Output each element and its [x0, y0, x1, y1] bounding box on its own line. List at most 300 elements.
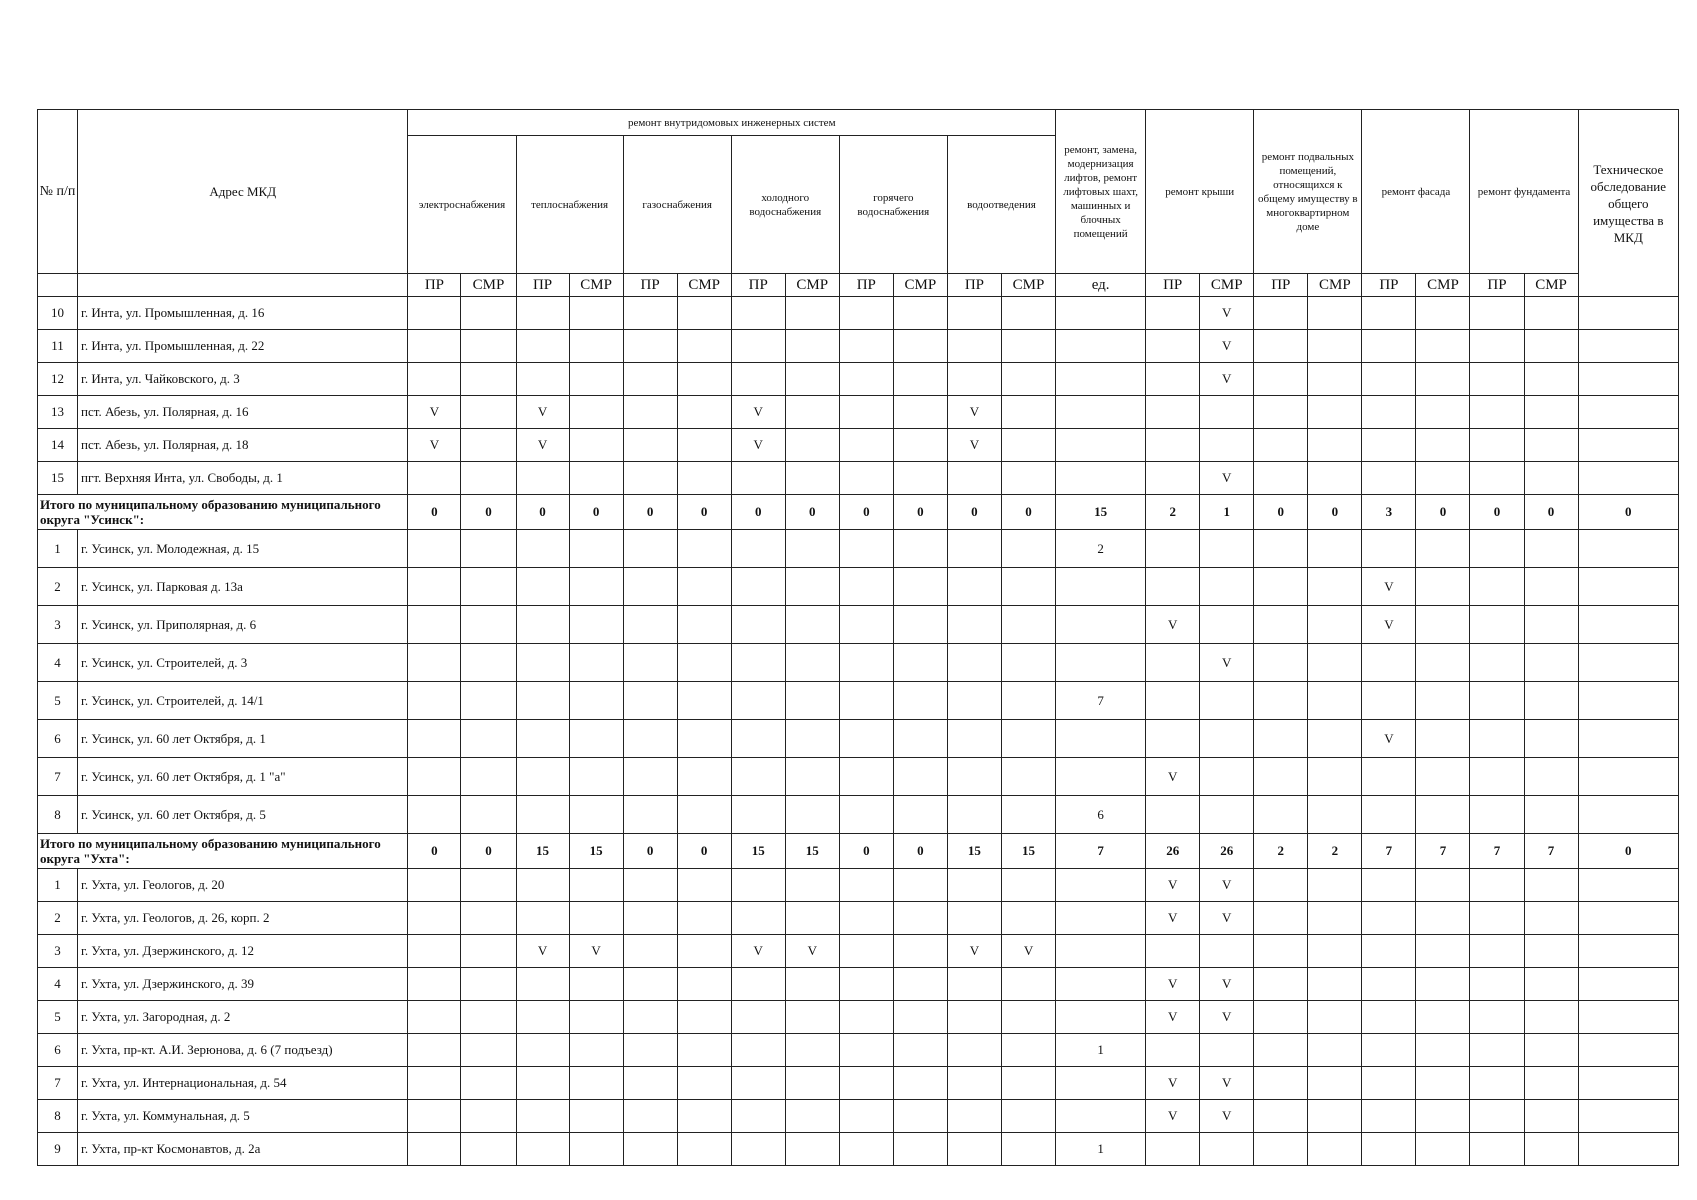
work-cell — [1146, 530, 1200, 568]
work-cell — [1254, 1133, 1308, 1166]
work-cell — [1416, 606, 1470, 644]
row-address: г. Усинск, ул. Приполярная, д. 6 — [78, 606, 408, 644]
work-cell — [839, 1034, 893, 1067]
work-cell — [785, 606, 839, 644]
work-cell — [569, 796, 623, 834]
work-cell — [1001, 462, 1055, 495]
work-cell — [677, 462, 731, 495]
row-number: 12 — [38, 363, 78, 396]
work-cell — [677, 902, 731, 935]
work-cell — [516, 644, 569, 682]
work-cell — [839, 758, 893, 796]
work-cell — [1578, 935, 1678, 968]
work-cell — [461, 568, 516, 606]
work-cell — [461, 644, 516, 682]
row-number: 6 — [38, 1034, 78, 1067]
work-cell — [893, 530, 947, 568]
work-cell — [785, 968, 839, 1001]
work-cell — [947, 644, 1001, 682]
work-cell — [408, 363, 461, 396]
work-cell — [839, 1067, 893, 1100]
work-cell — [1254, 644, 1308, 682]
work-cell — [1524, 796, 1578, 834]
work-cell — [516, 682, 569, 720]
work-cell — [731, 1100, 785, 1133]
work-cell — [1001, 1067, 1055, 1100]
work-cell — [1578, 462, 1678, 495]
work-cell — [785, 297, 839, 330]
work-cell — [1146, 568, 1200, 606]
work-cell — [1254, 796, 1308, 834]
row-number: 15 — [38, 462, 78, 495]
work-cell — [1578, 363, 1678, 396]
work-cell — [516, 1001, 569, 1034]
work-cell — [1470, 297, 1524, 330]
work-cell — [1200, 1133, 1254, 1166]
work-cell — [1416, 720, 1470, 758]
work-cell — [1416, 297, 1470, 330]
work-cell: 1 — [1056, 1133, 1146, 1166]
work-cell — [893, 1001, 947, 1034]
work-cell: V — [1362, 720, 1416, 758]
header-drainage: водоотведения — [947, 136, 1055, 274]
work-cell — [623, 396, 677, 429]
work-cell — [516, 330, 569, 363]
work-cell — [893, 644, 947, 682]
work-cell — [1308, 968, 1362, 1001]
work-cell — [516, 1133, 569, 1166]
work-cell — [893, 720, 947, 758]
work-cell — [839, 644, 893, 682]
work-cell — [1578, 297, 1678, 330]
work-cell — [1200, 429, 1254, 462]
work-cell — [461, 530, 516, 568]
work-cell — [408, 758, 461, 796]
work-cell — [1470, 758, 1524, 796]
table-row — [38, 1100, 1679, 1133]
row-number: 7 — [38, 1067, 78, 1100]
work-cell — [461, 758, 516, 796]
table-row — [38, 1133, 1679, 1166]
header-units-row — [38, 274, 1679, 297]
work-cell — [1308, 396, 1362, 429]
total-cell: 0 — [1308, 495, 1362, 530]
work-cell — [1416, 363, 1470, 396]
work-cell: V — [1146, 902, 1200, 935]
work-cell — [1146, 429, 1200, 462]
work-cell — [1362, 869, 1416, 902]
work-cell — [461, 363, 516, 396]
total-cell: 2 — [1308, 834, 1362, 869]
row-number: 14 — [38, 429, 78, 462]
work-cell — [1578, 1001, 1678, 1034]
work-cell — [623, 568, 677, 606]
work-cell — [947, 297, 1001, 330]
row-number: 2 — [38, 568, 78, 606]
row-address: пгт. Верхняя Инта, ул. Свободы, д. 1 — [78, 462, 408, 495]
header-roof: ремонт крыши — [1146, 110, 1254, 274]
work-cell — [1362, 363, 1416, 396]
work-cell — [1416, 1067, 1470, 1100]
work-cell — [1308, 462, 1362, 495]
total-cell: 0 — [677, 834, 731, 869]
work-cell — [1470, 1034, 1524, 1067]
work-cell — [947, 330, 1001, 363]
row-address: пст. Абезь, ул. Полярная, д. 18 — [78, 429, 408, 462]
table-row — [38, 758, 1679, 796]
work-cell — [1470, 530, 1524, 568]
work-cell — [461, 1133, 516, 1166]
work-cell — [677, 1133, 731, 1166]
work-cell — [1470, 1133, 1524, 1166]
row-address: г. Усинск, ул. Парковая д. 13а — [78, 568, 408, 606]
work-cell — [516, 568, 569, 606]
work-cell — [1524, 1133, 1578, 1166]
work-cell — [1254, 758, 1308, 796]
work-cell — [461, 720, 516, 758]
total-cell: 0 — [677, 495, 731, 530]
work-cell — [1308, 869, 1362, 902]
work-cell — [1416, 1100, 1470, 1133]
work-cell — [677, 429, 731, 462]
total-cell: 0 — [461, 834, 516, 869]
work-cell — [1524, 396, 1578, 429]
work-cell — [1362, 1001, 1416, 1034]
unit-pr: ПР — [623, 274, 677, 297]
work-cell — [1470, 1067, 1524, 1100]
work-cell — [1056, 462, 1146, 495]
work-cell: V — [1146, 1001, 1200, 1034]
work-cell — [839, 330, 893, 363]
total-cell: 0 — [785, 495, 839, 530]
row-number: 4 — [38, 968, 78, 1001]
work-cell — [569, 902, 623, 935]
work-cell — [461, 1001, 516, 1034]
work-cell — [408, 968, 461, 1001]
row-address: г. Усинск, ул. 60 лет Октября, д. 1 "а" — [78, 758, 408, 796]
work-cell — [569, 758, 623, 796]
work-cell — [623, 796, 677, 834]
work-cell: V — [1146, 758, 1200, 796]
work-cell — [1001, 606, 1055, 644]
work-cell — [408, 1034, 461, 1067]
work-cell — [1254, 902, 1308, 935]
total-cell: 0 — [1470, 495, 1524, 530]
work-cell — [569, 429, 623, 462]
work-cell — [1001, 796, 1055, 834]
work-cell — [1470, 606, 1524, 644]
total-cell: 0 — [893, 495, 947, 530]
work-cell — [731, 330, 785, 363]
work-cell — [461, 1100, 516, 1133]
work-cell — [677, 644, 731, 682]
work-cell — [1254, 606, 1308, 644]
work-cell — [947, 682, 1001, 720]
work-cell — [1001, 530, 1055, 568]
work-cell — [1524, 902, 1578, 935]
work-cell — [461, 462, 516, 495]
work-cell: V — [947, 429, 1001, 462]
work-cell — [516, 902, 569, 935]
work-cell — [1470, 568, 1524, 606]
work-cell — [1470, 968, 1524, 1001]
work-cell — [623, 1001, 677, 1034]
work-cell — [1524, 869, 1578, 902]
work-cell — [1362, 1133, 1416, 1166]
work-cell — [785, 1100, 839, 1133]
work-cell — [569, 363, 623, 396]
work-cell — [1146, 330, 1200, 363]
work-cell — [839, 968, 893, 1001]
work-cell — [839, 363, 893, 396]
table-row — [38, 568, 1679, 606]
header-gas: газоснабжения — [623, 136, 731, 274]
work-cell — [1056, 568, 1146, 606]
work-cell — [947, 1001, 1001, 1034]
work-cell — [623, 1067, 677, 1100]
work-cell: V — [1200, 869, 1254, 902]
work-cell — [569, 1133, 623, 1166]
work-cell — [785, 1034, 839, 1067]
work-cell — [1254, 968, 1308, 1001]
header-num: № п/п — [38, 110, 78, 274]
work-cell — [1001, 758, 1055, 796]
work-cell — [839, 1133, 893, 1166]
work-cell — [1146, 1133, 1200, 1166]
work-cell — [785, 568, 839, 606]
work-cell — [1578, 330, 1678, 363]
row-number: 13 — [38, 396, 78, 429]
work-cell — [516, 1034, 569, 1067]
total-cell: 0 — [731, 495, 785, 530]
work-cell: V — [516, 396, 569, 429]
work-cell — [1362, 902, 1416, 935]
work-cell — [893, 429, 947, 462]
work-cell — [1578, 682, 1678, 720]
work-cell: V — [1200, 363, 1254, 396]
work-cell — [1001, 297, 1055, 330]
unit-blank — [78, 274, 408, 297]
work-cell — [623, 462, 677, 495]
work-cell — [785, 720, 839, 758]
work-cell — [1362, 968, 1416, 1001]
work-cell: V — [1146, 606, 1200, 644]
table-row — [38, 330, 1679, 363]
work-cell — [623, 758, 677, 796]
work-cell — [785, 902, 839, 935]
work-cell — [785, 530, 839, 568]
row-number: 8 — [38, 1100, 78, 1133]
row-address: г. Ухта, ул. Геологов, д. 20 — [78, 869, 408, 902]
total-cell: 0 — [516, 495, 569, 530]
work-cell — [1470, 1100, 1524, 1133]
total-cell: 7 — [1056, 834, 1146, 869]
work-cell — [1416, 530, 1470, 568]
work-cell — [1416, 1133, 1470, 1166]
work-cell — [1362, 297, 1416, 330]
work-cell — [731, 1034, 785, 1067]
header-tech-inspection: Техническое обследование общего имущества в МКД — [1578, 110, 1678, 297]
work-cell — [1416, 396, 1470, 429]
work-cell — [1001, 968, 1055, 1001]
work-cell — [731, 796, 785, 834]
unit-smr: СМР — [1308, 274, 1362, 297]
work-cell — [947, 1133, 1001, 1166]
work-cell: 1 — [1056, 1034, 1146, 1067]
work-cell — [1146, 720, 1200, 758]
row-address: г. Ухта, ул. Геологов, д. 26, корп. 2 — [78, 902, 408, 935]
work-cell — [947, 758, 1001, 796]
work-cell: V — [947, 396, 1001, 429]
work-cell — [461, 935, 516, 968]
work-cell — [1416, 644, 1470, 682]
total-cell: 7 — [1362, 834, 1416, 869]
work-cell — [1146, 682, 1200, 720]
work-cell — [1578, 902, 1678, 935]
work-cell — [1362, 429, 1416, 462]
work-cell — [461, 1067, 516, 1100]
work-cell — [1056, 968, 1146, 1001]
work-cell — [623, 1034, 677, 1067]
unit-ed: ед. — [1056, 274, 1146, 297]
work-cell — [1524, 606, 1578, 644]
total-cell: 15 — [516, 834, 569, 869]
work-cell — [1001, 869, 1055, 902]
work-cell — [1056, 363, 1146, 396]
total-cell: 0 — [1578, 495, 1678, 530]
work-cell — [516, 606, 569, 644]
work-cell — [461, 902, 516, 935]
header-facade: ремонт фасада — [1362, 110, 1470, 274]
table-row — [38, 935, 1679, 968]
total-cell: 0 — [1416, 495, 1470, 530]
work-cell — [1200, 530, 1254, 568]
work-cell — [893, 462, 947, 495]
work-cell — [1362, 644, 1416, 682]
unit-smr: СМР — [1001, 274, 1055, 297]
row-address: пст. Абезь, ул. Полярная, д. 16 — [78, 396, 408, 429]
table-row — [38, 902, 1679, 935]
work-cell — [408, 1100, 461, 1133]
work-cell — [1416, 682, 1470, 720]
total-cell: 15 — [785, 834, 839, 869]
total-cell: 0 — [569, 495, 623, 530]
table-row — [38, 396, 1679, 429]
work-cell — [623, 363, 677, 396]
total-cell: 2 — [1146, 495, 1200, 530]
row-number: 5 — [38, 1001, 78, 1034]
work-cell — [1578, 1067, 1678, 1100]
work-cell — [516, 869, 569, 902]
work-cell — [1001, 1133, 1055, 1166]
work-cell — [1524, 758, 1578, 796]
work-cell — [1524, 1001, 1578, 1034]
work-cell — [1200, 606, 1254, 644]
work-cell — [1578, 606, 1678, 644]
work-cell — [408, 606, 461, 644]
work-cell — [1308, 429, 1362, 462]
work-cell — [1362, 1067, 1416, 1100]
work-cell — [516, 1100, 569, 1133]
work-cell — [893, 363, 947, 396]
work-cell — [677, 606, 731, 644]
work-cell — [516, 720, 569, 758]
work-cell — [1308, 644, 1362, 682]
work-cell — [677, 530, 731, 568]
work-cell — [623, 530, 677, 568]
work-cell — [1308, 758, 1362, 796]
work-cell — [1416, 758, 1470, 796]
work-cell: V — [1001, 935, 1055, 968]
work-cell — [1470, 644, 1524, 682]
work-cell — [516, 530, 569, 568]
work-cell — [1254, 1067, 1308, 1100]
work-cell — [1001, 902, 1055, 935]
work-cell — [1470, 720, 1524, 758]
work-cell — [623, 606, 677, 644]
work-cell — [731, 720, 785, 758]
work-cell — [785, 1067, 839, 1100]
total-cell: 7 — [1470, 834, 1524, 869]
work-cell — [839, 429, 893, 462]
work-cell — [1416, 330, 1470, 363]
work-cell — [623, 968, 677, 1001]
work-cell — [1524, 935, 1578, 968]
work-cell — [569, 1001, 623, 1034]
header-internal-systems: ремонт внутридомовых инженерных систем — [408, 110, 1056, 136]
work-cell — [408, 568, 461, 606]
table-row — [38, 968, 1679, 1001]
work-cell — [1146, 297, 1200, 330]
work-cell — [1308, 720, 1362, 758]
table-row — [38, 869, 1679, 902]
work-cell — [408, 682, 461, 720]
header-foundation: ремонт фундамента — [1470, 110, 1578, 274]
work-cell — [1001, 568, 1055, 606]
work-cell — [569, 644, 623, 682]
work-cell — [1308, 568, 1362, 606]
work-cell — [731, 644, 785, 682]
work-cell — [408, 1133, 461, 1166]
work-cell — [677, 869, 731, 902]
unit-smr: СМР — [1200, 274, 1254, 297]
work-cell — [1146, 363, 1200, 396]
work-cell — [1254, 396, 1308, 429]
work-cell — [1254, 935, 1308, 968]
row-address: г. Усинск, ул. 60 лет Октября, д. 1 — [78, 720, 408, 758]
row-number: 3 — [38, 935, 78, 968]
work-cell — [1001, 1034, 1055, 1067]
work-cell — [1001, 1100, 1055, 1133]
work-cell — [1200, 935, 1254, 968]
row-number: 1 — [38, 869, 78, 902]
row-address: г. Ухта, ул. Дзержинского, д. 39 — [78, 968, 408, 1001]
work-cell — [1416, 429, 1470, 462]
work-cell — [1308, 1067, 1362, 1100]
work-cell — [947, 869, 1001, 902]
row-number: 2 — [38, 902, 78, 935]
work-cell — [839, 530, 893, 568]
work-cell — [1254, 682, 1308, 720]
work-cell — [893, 796, 947, 834]
work-cell — [947, 568, 1001, 606]
work-cell — [1578, 530, 1678, 568]
row-address: г. Ухта, ул. Загородная, д. 2 — [78, 1001, 408, 1034]
row-number: 7 — [38, 758, 78, 796]
work-cell — [731, 682, 785, 720]
work-cell — [408, 902, 461, 935]
total-cell: 1 — [1200, 495, 1254, 530]
